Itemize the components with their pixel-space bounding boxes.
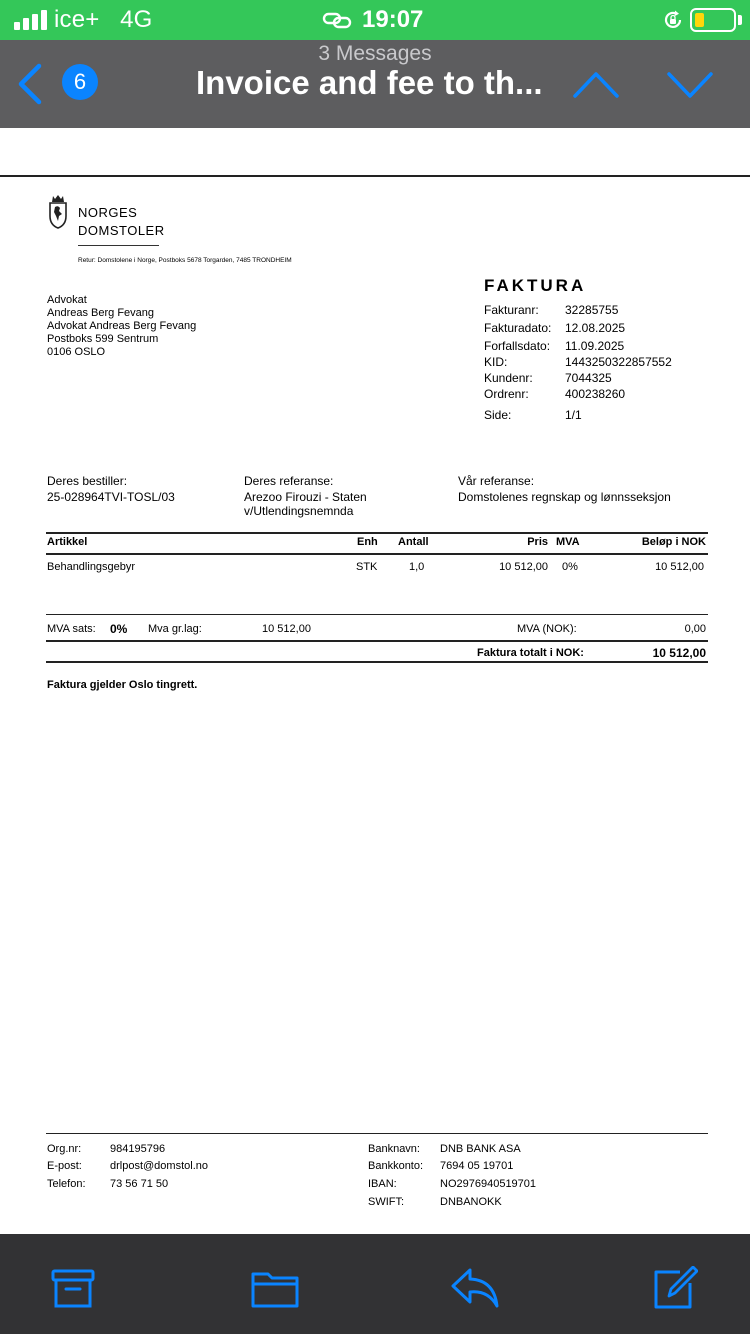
var-ref-label: Vår referanse:	[458, 474, 535, 488]
logo-line-1: NORGES	[78, 205, 138, 220]
order-number: 400238260	[565, 387, 626, 401]
totals-top-rule	[46, 614, 708, 615]
footer-label: IBAN:	[368, 1178, 397, 1190]
customer-number: 7044325	[565, 371, 612, 385]
message-count: 3 Messages	[318, 42, 432, 65]
col-header-artikkel: Artikkel	[47, 536, 88, 548]
mva-nok-value: 0,00	[684, 623, 706, 635]
invoice-title: FAKTURA	[484, 276, 587, 295]
phone-number: 73 56 71 50	[110, 1178, 169, 1190]
return-address: Retur: Domstolene i Norge, Postboks 5678 Torgarden, 7485 TRONDHEIM	[78, 257, 292, 264]
meta-label: Fakturanr:	[484, 303, 539, 317]
footer-label: E-post:	[47, 1160, 82, 1172]
logo-line-2: DOMSTOLER	[78, 223, 165, 238]
email-address: drlpost@domstol.no	[110, 1160, 208, 1172]
totals-mid-rule	[46, 640, 708, 642]
col-header-pris: Pris	[527, 536, 548, 548]
recipient-address	[47, 294, 196, 359]
carrier-name: ice+	[54, 6, 100, 33]
mva-sats-label: MVA sats:	[47, 623, 96, 635]
address-line: Andreas Berg Fevang	[47, 307, 155, 319]
due-date: 11.09.2025	[565, 339, 625, 353]
total-value: 10 512,00	[652, 646, 706, 660]
carrier-label	[54, 6, 153, 34]
deres-ref-line: v/Utlendingsnemnda	[244, 504, 354, 518]
bank-name: DNB BANK ASA	[440, 1143, 521, 1155]
rotation-lock-icon	[662, 9, 684, 31]
row-enh: STK	[356, 561, 378, 573]
meta-label: Fakturadato:	[484, 321, 552, 335]
col-header-mva: MVA	[556, 536, 580, 548]
table-top-rule	[46, 532, 708, 534]
iban: NO2976940519701	[440, 1178, 537, 1190]
header-bottom-rule	[46, 553, 708, 555]
compose-icon[interactable]	[652, 1266, 698, 1310]
down-chevron-icon[interactable]	[666, 70, 714, 100]
col-header-enh: Enh	[357, 536, 378, 548]
address-line: Advokat	[47, 294, 87, 306]
mva-nok-label: MVA (NOK):	[517, 623, 577, 635]
deres-ref-value	[244, 490, 367, 518]
page-number: 1/1	[565, 408, 582, 422]
up-chevron-icon[interactable]	[572, 70, 620, 100]
row-pris: 10 512,00	[499, 561, 548, 573]
row-antall: 1,0	[409, 561, 425, 573]
footer-label: SWIFT:	[368, 1196, 405, 1208]
col-header-antall: Antall	[398, 536, 429, 548]
swift: DNBANOKK	[440, 1196, 502, 1208]
mva-sats-value: 0%	[110, 622, 128, 636]
footer-rule	[46, 1133, 708, 1134]
bank-account: 7694 05 19701	[440, 1160, 514, 1172]
clock: 19:07	[362, 6, 424, 33]
total-label: Faktura totalt i NOK:	[477, 647, 584, 659]
kid-number: 1443250322857552	[565, 355, 672, 369]
invoice-date: 12.08.2025	[565, 321, 626, 335]
status-bar	[0, 0, 750, 40]
address-line: Advokat Andreas Berg Fevang	[47, 320, 197, 332]
footer-label: Org.nr:	[47, 1143, 82, 1155]
network-type: 4G	[120, 6, 153, 33]
deres-ref-line: Arezoo Firouzi - Staten	[244, 490, 367, 504]
row-artikkel: Behandlingsgebyr	[47, 561, 136, 573]
totals-bottom-rule	[46, 661, 708, 663]
footer-label: Banknavn:	[368, 1143, 420, 1155]
invoice-note: Faktura gjelder Oslo tingrett.	[47, 679, 198, 691]
deres-ref-label: Deres referanse:	[244, 474, 334, 488]
org-number: 984195796	[110, 1143, 166, 1155]
back-chevron-icon[interactable]	[14, 62, 48, 106]
folder-icon[interactable]	[250, 1266, 300, 1310]
row-belop: 10 512,00	[655, 561, 704, 573]
meta-label: KID:	[484, 355, 508, 369]
archive-icon[interactable]	[50, 1266, 96, 1310]
address-line: 0106 OSLO	[47, 346, 106, 358]
meta-label: Ordrenr:	[484, 387, 529, 401]
address-line: Postboks 599 Sentrum	[47, 333, 159, 345]
bottom-toolbar	[0, 1234, 750, 1334]
link-icon	[322, 10, 352, 30]
bestiller-label: Deres bestiller:	[47, 474, 128, 488]
logo-wordmark	[78, 204, 165, 240]
invoice-number: 32285755	[565, 303, 619, 317]
footer-label: Telefon:	[47, 1178, 86, 1190]
unread-badge[interactable]: 6	[62, 64, 98, 100]
mva-grlag-value: 10 512,00	[262, 623, 311, 635]
invoice-document[interactable]	[0, 128, 750, 1234]
mva-grlag-label: Mva gr.lag:	[148, 623, 202, 635]
row-mva: 0%	[562, 561, 578, 573]
footer-label: Bankkonto:	[368, 1160, 424, 1172]
meta-label: Kundenr:	[484, 371, 533, 385]
var-ref-value: Domstolenes regnskap og lønnsseksjon	[458, 490, 671, 504]
page-title: Invoice and fee to th...	[196, 64, 543, 101]
signal-icon	[14, 10, 48, 30]
coat-of-arms-logo	[47, 194, 69, 230]
bestiller-value: 25-028964TVI-TOSL/03	[47, 490, 175, 504]
meta-label: Forfallsdato:	[484, 339, 551, 353]
page-top-rule	[0, 175, 750, 177]
navigation-bar	[0, 40, 750, 128]
meta-label: Side:	[484, 408, 512, 422]
battery-icon	[690, 8, 736, 32]
col-header-belop: Beløp i NOK	[641, 536, 706, 548]
reply-icon[interactable]	[450, 1266, 500, 1310]
